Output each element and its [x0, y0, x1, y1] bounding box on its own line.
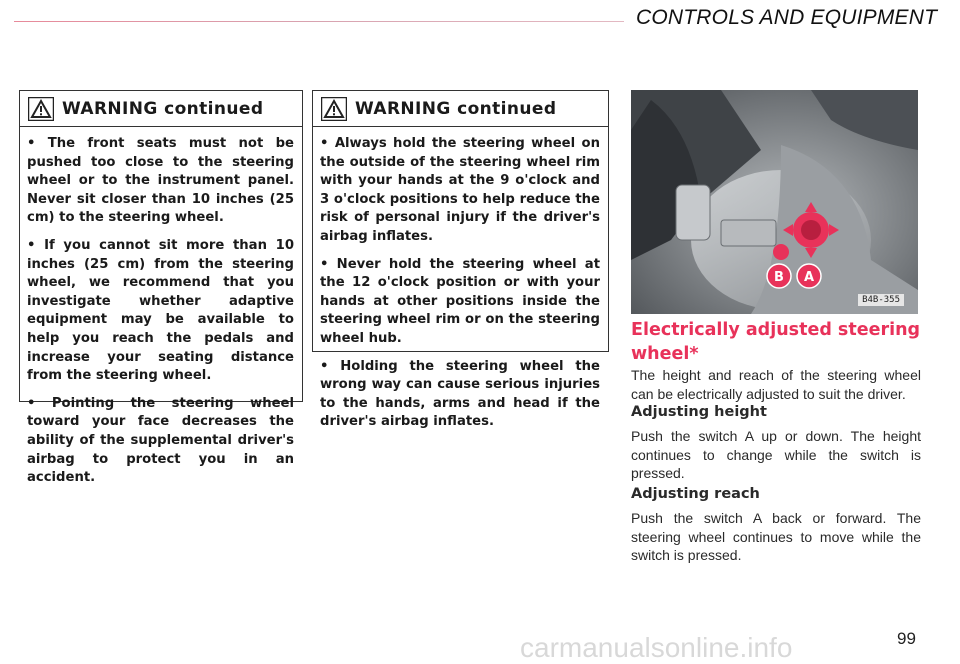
warning-header [20, 91, 302, 127]
warning-title: WARNING continued [62, 98, 264, 119]
intro-paragraph: The height and reach of the steering wheel can be electrically adjusted to suit the driver. [631, 367, 921, 402]
warning-triangle-icon [28, 97, 54, 121]
warning-bullet: • Always hold the steering wheel on the outside of the steering wheel rim with your hands at the 9 o'clock and 3 o'clock positions to help reduce the risk of personal injury if the driver's airbag inflates. [320, 136, 600, 244]
watermark: carmanualsonline.info [520, 632, 793, 663]
page-number: 99 [897, 629, 916, 648]
header-rule [14, 21, 624, 22]
figure-label-a: A [803, 270, 815, 285]
warning-box-1 [19, 90, 303, 486]
height-paragraph: Push the switch A up or down. The height continues to change while the switch is pressed. [631, 428, 921, 481]
figure-code: B4B-355 [858, 294, 904, 306]
warning-triangle-icon [321, 97, 347, 121]
steering-column-illustration [631, 90, 918, 314]
warning-bullet: • Pointing the steering wheel toward your face decreases the ability of the supplemental driver's airbag to protect you in an accident. [27, 395, 294, 486]
warning-title: WARNING continued [355, 98, 557, 119]
warning-box-2 [312, 90, 609, 430]
section-title: Electrically adjusted steering wheel* [631, 320, 921, 364]
warning-bullet: • Never hold the steering wheel at the 12 o'clock position or with your hands at other positions inside the steering wheel rim or on the steering wheel hub. [320, 256, 600, 346]
section-header-title: CONTROLS AND EQUIPMENT [636, 6, 938, 29]
figure-label-b: B [774, 270, 784, 285]
reach-paragraph: Push the switch A back or forward. The steering wheel continues to move while the switch is pressed. [631, 510, 921, 563]
warning-bullet: • The front seats must not be pushed too close to the steering wheel or to the instrument panel. Never sit closer than 10 inches (25 cm) to the steering wheel. [27, 136, 294, 226]
steering-column-photo [631, 90, 918, 314]
height-heading: Adjusting height [631, 404, 767, 420]
reach-heading: Adjusting reach [631, 486, 760, 502]
warning-bullet: • Holding the steering wheel the wrong way can cause serious injuries to the hands, arms and head if the driver's airbag inflates. [320, 358, 600, 430]
warning-header [313, 91, 608, 127]
warning-bullet: • If you cannot sit more than 10 inches (25 cm) from the steering wheel, we recommend that you investigate whether adaptive equipment may be available to help you reach the pedals and increase your seating distance from the steering wheel. [27, 237, 294, 384]
